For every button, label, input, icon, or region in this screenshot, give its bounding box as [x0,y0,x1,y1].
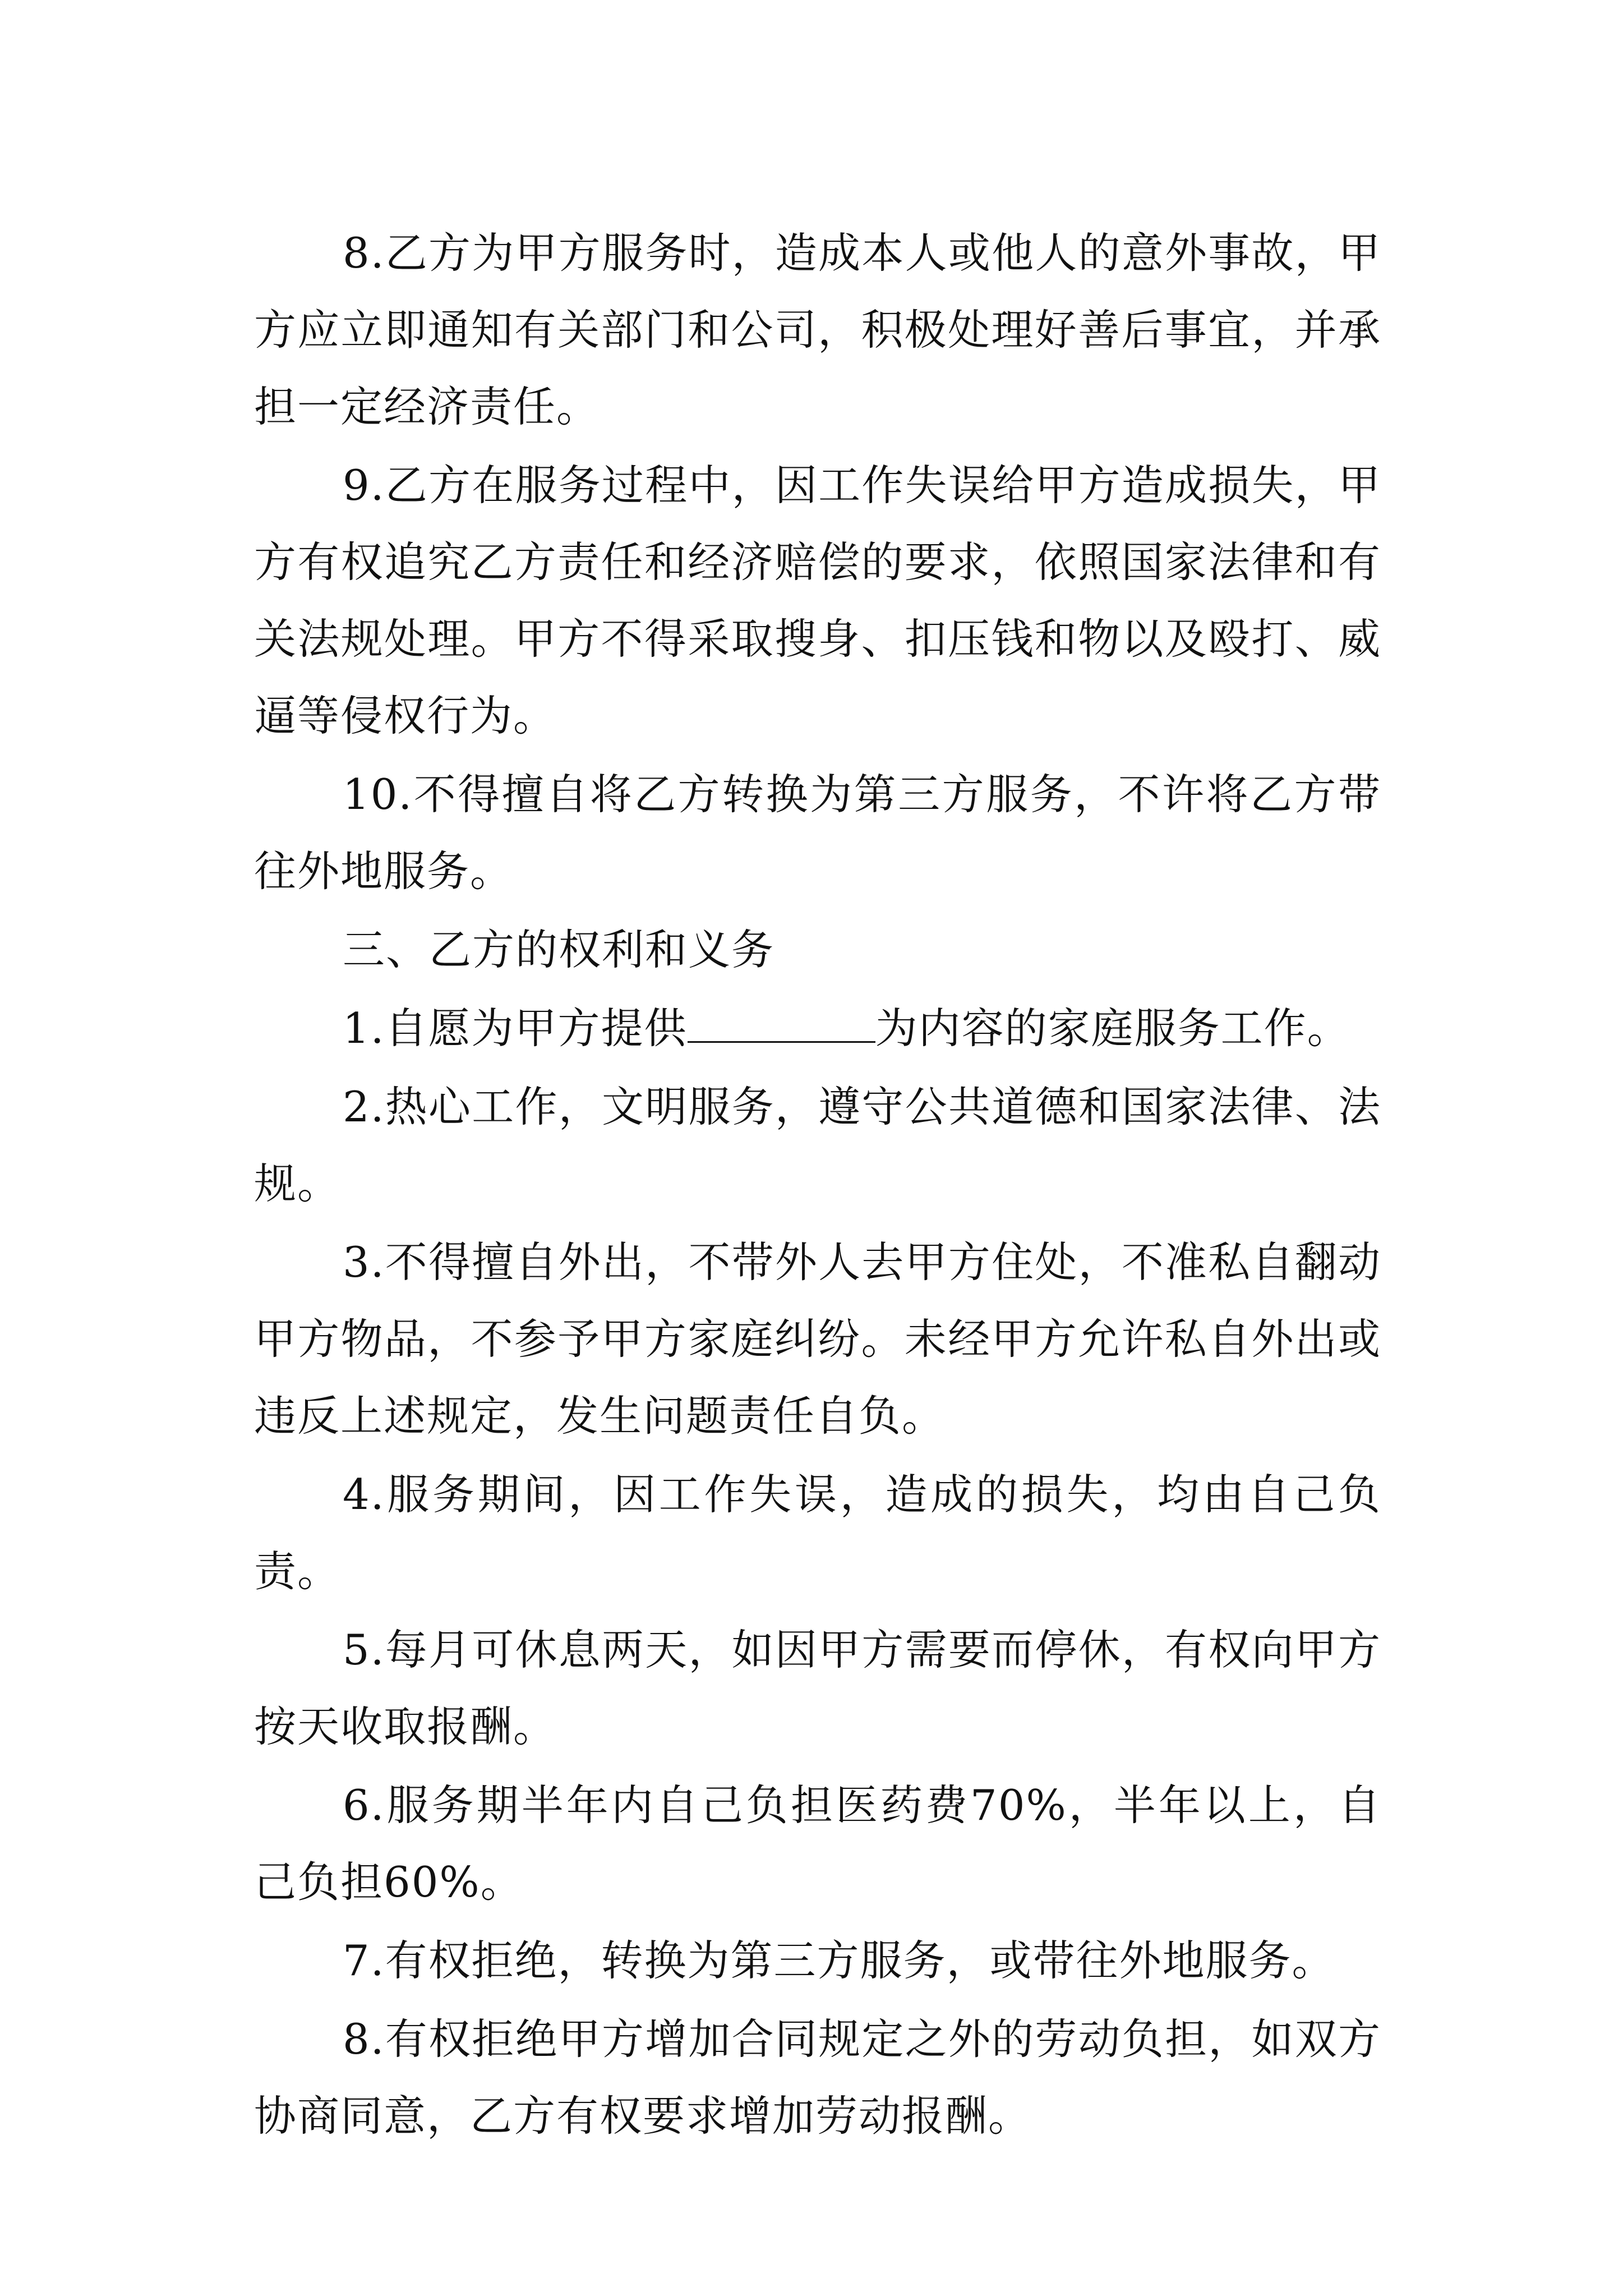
paragraph-b-clause-3: 3.不得擅自外出，不带外人去甲方住处，不准私自翻动甲方物品，不参予甲方家庭纠纷。未经甲方允许私自外出或违反上述规定，发生问题责任自负。 [254,1237,1381,1441]
fill-in-blank [688,1006,875,1043]
clause-1-text-before: 1.自愿为甲方提供 [343,1004,688,1053]
paragraph-b-clause-8: 8.有权拒绝甲方增加合同规定之外的劳动负担，如双方协商同意，乙方有权要求增加劳动报酬。 [254,2014,1381,2141]
paragraph-b-clause-1 [254,990,1381,1067]
paragraph-clause-9: 9.乙方在服务过程中，因工作失误给甲方造成损失，甲方有权追究乙方责任和经济赔偿的要求，依照国家法律和有关法规处理。甲方不得采取搜身、扣压钱和物以及殴打、威逼等侵权行为。 [254,461,1381,740]
paragraph-b-clause-4: 4.服务期间，因工作失误，造成的损失，均由自己负责。 [254,1470,1381,1596]
paragraph-clause-8: 8.乙方为甲方服务时，造成本人或他人的意外事故，甲方应立即通知有关部门和公司，积极处理好善后事宜，并承担一定经济责任。 [254,228,1381,431]
document-page [254,215,1381,2156]
paragraph-b-clause-6: 6.服务期半年内自己负担医药费70%，半年以上，自己负担60%。 [254,1780,1381,1907]
clause-1-text-after: 为内容的家庭服务工作。 [875,1004,1350,1053]
paragraph-b-clause-2: 2.热心工作，文明服务，遵守公共道德和国家法律、法规。 [254,1082,1381,1208]
section-heading-party-b-rights: 三、乙方的权利和义务 [343,925,775,974]
paragraph-clause-10: 10.不得擅自将乙方转换为第三方服务，不许将乙方带往外地服务。 [254,770,1381,896]
paragraph-b-clause-7: 7.有权拒绝，转换为第三方服务，或带往外地服务。 [343,1936,1335,1985]
paragraph-b-clause-5: 5.每月可休息两天，如因甲方需要而停休，有权向甲方按天收取报酬。 [254,1625,1381,1751]
